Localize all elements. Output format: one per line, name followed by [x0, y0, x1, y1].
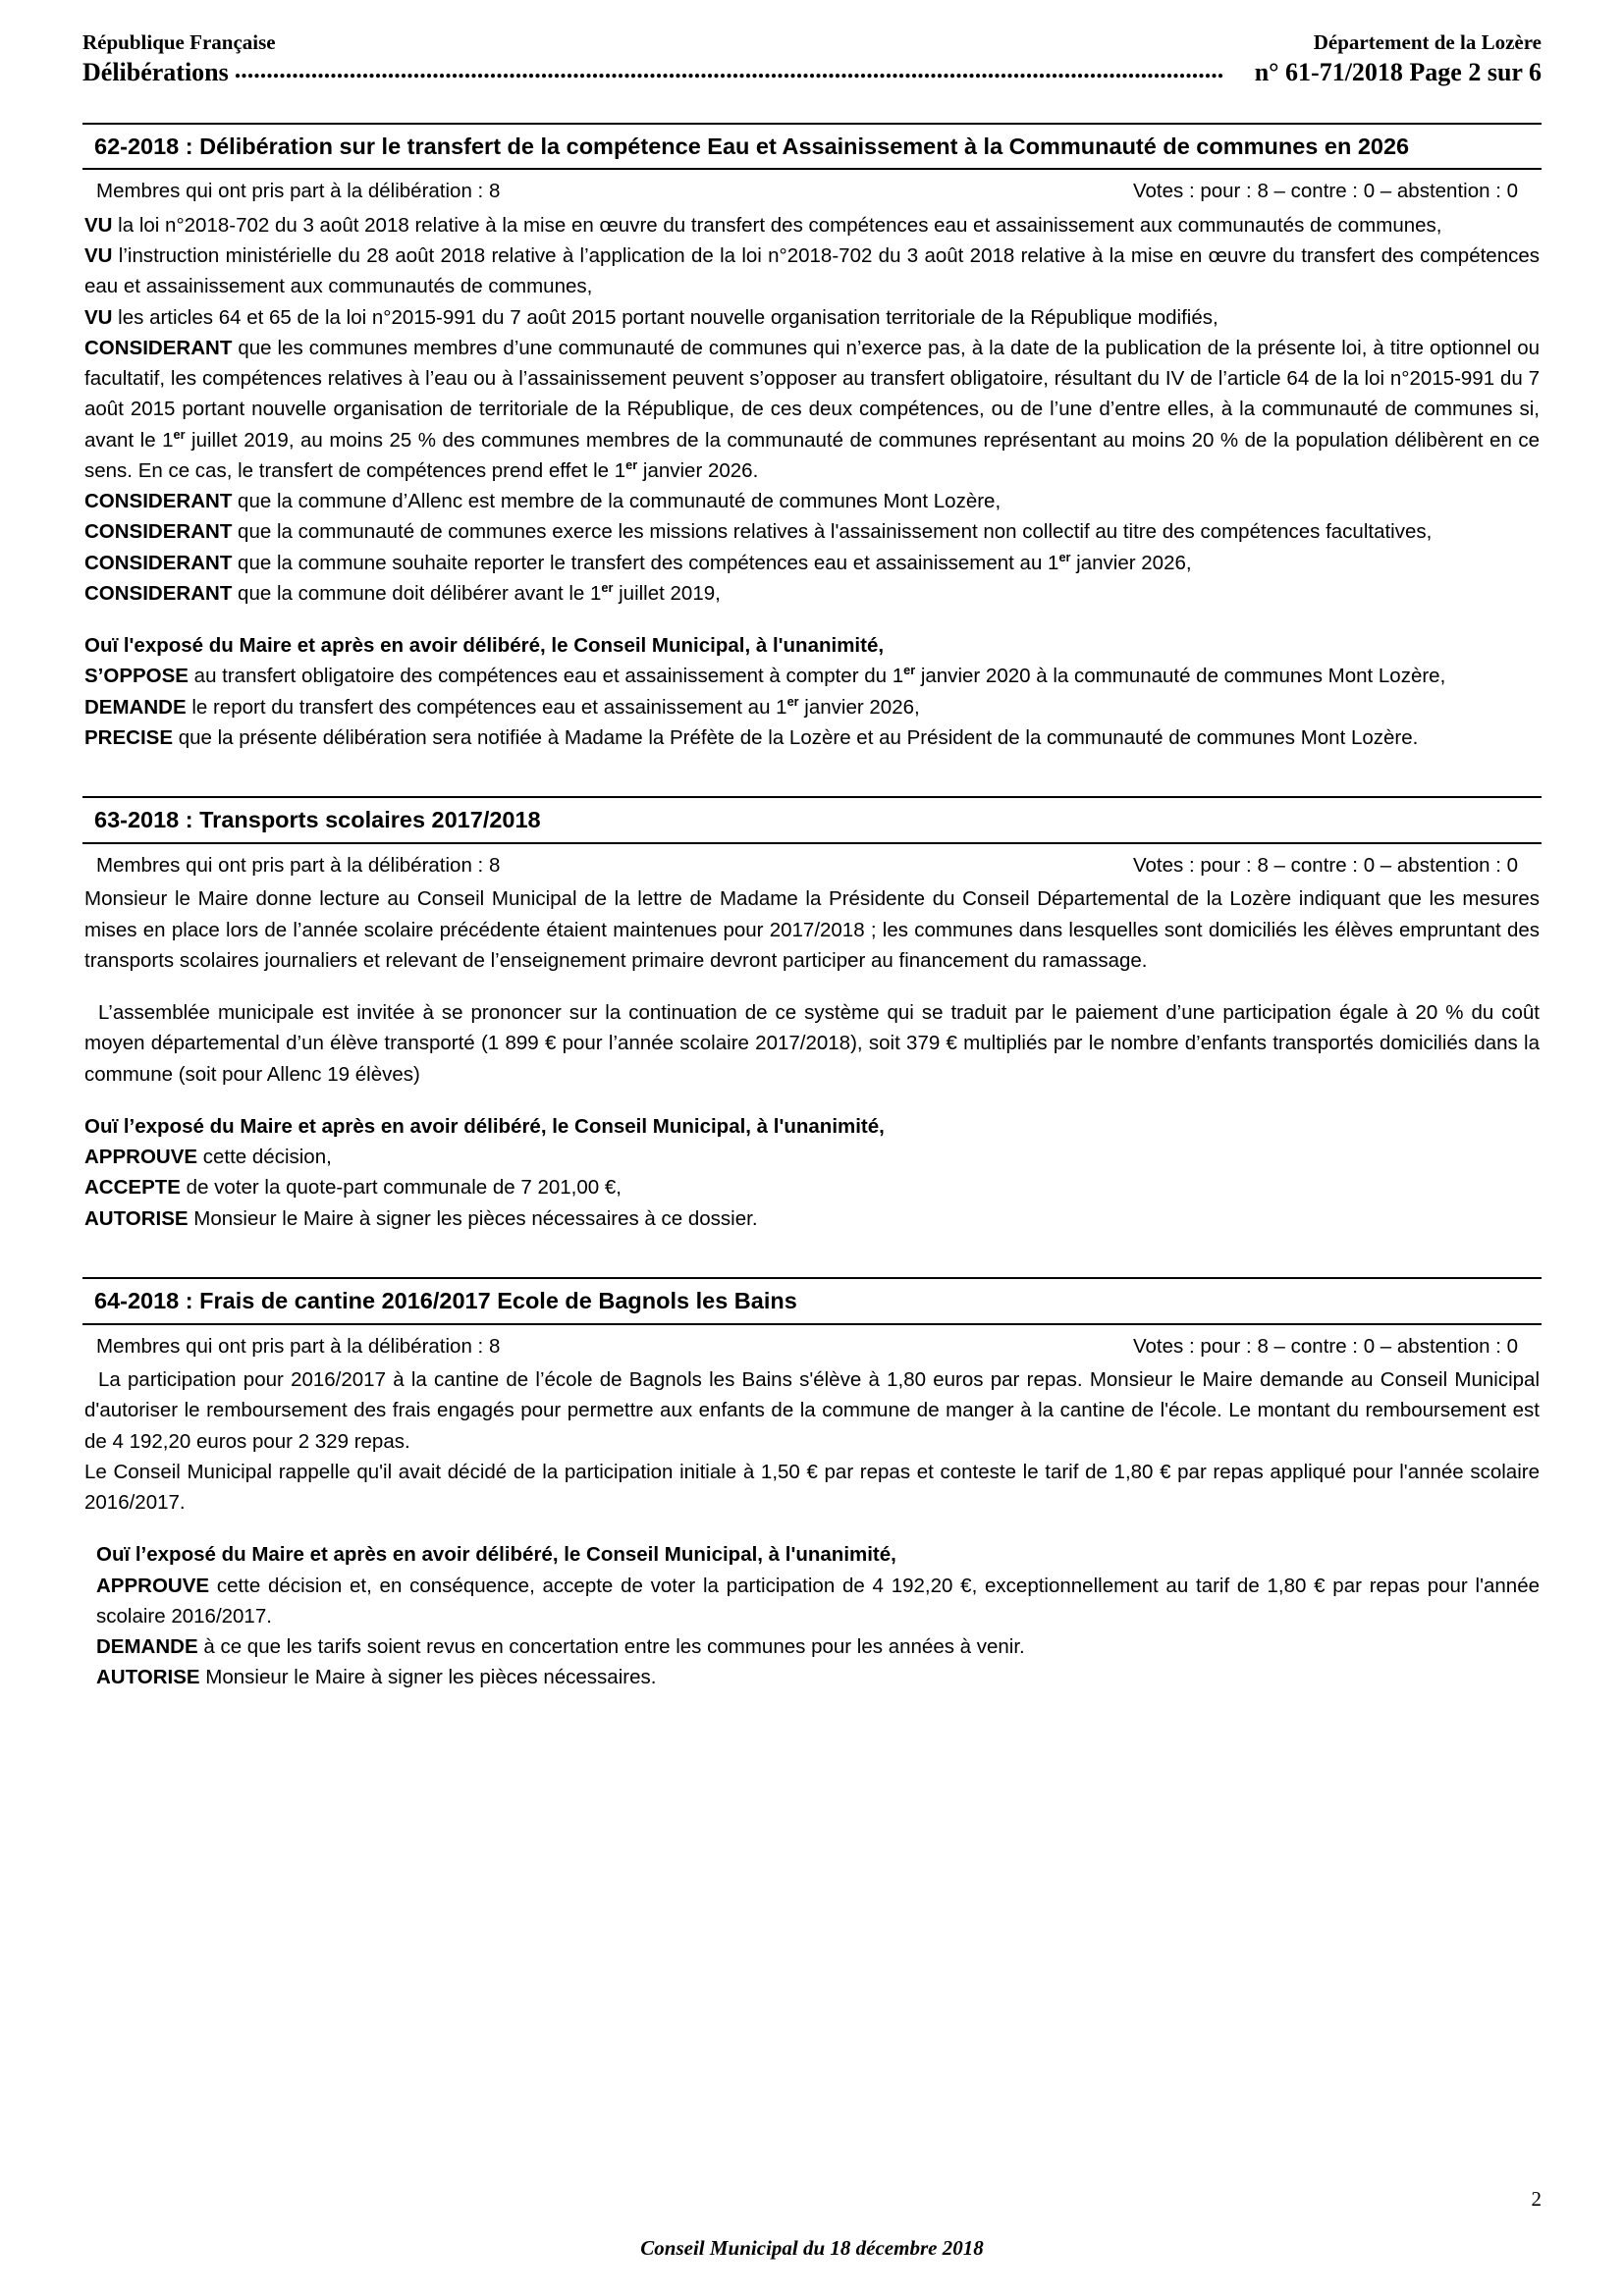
republic-label: République Française	[82, 30, 276, 54]
paragraph-lead: CONSIDERANT	[84, 581, 233, 605]
paragraph-text: La participation pour 2016/2017 à la cantine de l’école de Bagnols les Bains s'élève à 1,80 euros par repas. Monsieur le Maire demande au Conseil Municipal d'autoriser le remboursement des frais engagés pour permettre aux enfants de la commune de manger à la cantine de l'école. Le montant du remboursement est de 4 192,20 euros pour 2 329 repas.	[84, 1368, 1540, 1453]
paragraph-text: que la commune d’Allenc est membre de la communauté de communes Mont Lozère,	[232, 490, 1001, 513]
section-title: 64-2018 : Frais de cantine 2016/2017 Ecole de Bagnols les Bains	[82, 1277, 1542, 1325]
resolution	[82, 1662, 1542, 1692]
section-title: 62-2018 : Délibération sur le transfert de la compétence Eau et Assainissement à la Communauté de communes en 2026	[82, 123, 1542, 171]
resolution-lead: AUTORISE	[96, 1666, 200, 1689]
header-bottom-row	[82, 57, 1542, 89]
resolution-intro	[82, 1539, 1542, 1570]
members-count-label: Membres qui ont pris part à la délibération : 8	[96, 853, 501, 877]
resolution	[82, 1142, 1542, 1172]
paragraph-text: les articles 64 et 65 de la loi n°2015-991 du 7 août 2015 portant nouvelle organisation territoriale de la République modifiés,	[112, 305, 1218, 329]
paragraph	[82, 302, 1542, 333]
paragraph-text: que les communes membres d’une communauté de communes qui n’exerce pas, à la date de la publication de la présente loi, à titre optionnel ou facultatif, les compétences relatives à l’eau ou à l’assainissement peuvent s’opposer au transfert obligatoire, résultant du IV de l’article 64 de la loi n°2015-991 du 7 août 2015 portant nouvelle organisation de territoriale de la République, de ces deux compétences, ou de l’une d’entre elles, à la communauté de communes si, avant le 1er juillet 2019, au moins 25 % des communes membres de la communauté de communes représentant au moins 20 % de la population délibèrent en ce sens. En ce cas, le transfert de compétences prend effet le 1er janvier 2026.	[84, 336, 1540, 482]
resolution-lead: AUTORISE	[84, 1206, 189, 1230]
deliberation-section-64-2018	[82, 1277, 1542, 1693]
paragraph	[82, 883, 1542, 976]
resolution	[82, 661, 1542, 691]
resolution-intro-text: Ouï l'exposé du Maire et après en avoir délibéré, le Conseil Municipal, à l'unanimité,	[84, 634, 885, 658]
spacer	[82, 1518, 1542, 1539]
resolution-intro	[82, 630, 1542, 661]
resolution	[82, 692, 1542, 722]
paragraph-text: L’assemblée municipale est invitée à se prononcer sur la continuation de ce système qui se traduit par le paiement d’une participation égale à 20 % du coût moyen départemental d’un élève transporté (1 899 € pour l’année scolaire 2017/2018), soit 379 € multipliés par le nombre d’enfants transportés domiciliés dans la commune (soit pour Allenc 19 élèves)	[84, 1001, 1540, 1086]
resolution	[82, 1172, 1542, 1202]
spacer	[82, 976, 1542, 997]
resolution-intro	[82, 1111, 1542, 1142]
spacer	[82, 1234, 1542, 1277]
paragraph-lead: CONSIDERANT	[84, 490, 233, 513]
document-footer-caption: Conseil Municipal du 18 décembre 2018	[640, 2236, 984, 2260]
paragraph-text: que la communauté de communes exerce les missions relatives à l'assainissement non collectif au titre des compétences facultatives,	[232, 520, 1433, 544]
paragraph	[82, 333, 1542, 486]
resolution-text: que la présente délibération sera notifiée à Madame la Préfète de la Lozère et au Président de la communauté de communes Mont Lozère.	[173, 725, 1419, 749]
paragraph	[82, 548, 1542, 578]
spacer	[82, 753, 1542, 796]
paragraph-text: Le Conseil Municipal rappelle qu'il avait décidé de la participation initiale à 1,50 € par repas et conteste le tarif de 1,80 € par repas appliqué pour l'année scolaire 2016/2017.	[84, 1460, 1540, 1515]
paragraph	[82, 1457, 1542, 1519]
section-title: 63-2018 : Transports scolaires 2017/2018	[82, 796, 1542, 844]
deliberation-section-63-2018	[82, 796, 1542, 1234]
paragraph-text: la loi n°2018-702 du 3 août 2018 relative à la mise en œuvre du transfert des compétences eau et assainissement aux communautés de communes,	[112, 213, 1442, 237]
document-header	[82, 29, 1542, 89]
resolution-lead: DEMANDE	[84, 695, 187, 719]
resolution-lead: DEMANDE	[96, 1635, 198, 1659]
paragraph-lead: VU	[84, 305, 113, 329]
votes-tally-label: Votes : pour : 8 – contre : 0 – abstention : 0	[1132, 180, 1518, 203]
document-reference: n° 61-71/2018 Page 2 sur 6	[1254, 58, 1542, 87]
resolution-lead: ACCEPTE	[84, 1176, 181, 1200]
resolution	[82, 1631, 1542, 1662]
members-count-label: Membres qui ont pris part à la délibération : 8	[96, 180, 501, 203]
resolution	[82, 1203, 1542, 1234]
paragraph-text: Monsieur le Maire donne lecture au Conseil Municipal de la lettre de Madame la Présidente du Conseil Départemental de la Lozère indiquant que les mesures mises en place lors de l’année scolaire précédente étaient maintenues pour 2017/2018 ; les communes dans lesquelles sont domiciliés les élèves empruntant des transports scolaires journaliers et relevant de l’enseignement primaire devront participer au financement du ramassage.	[84, 887, 1540, 972]
paragraph	[82, 240, 1542, 302]
deliberation-section-62-2018	[82, 123, 1542, 753]
votes-tally-label: Votes : pour : 8 – contre : 0 – abstention : 0	[1132, 1334, 1518, 1358]
resolution-intro-text: Ouï l’exposé du Maire et après en avoir délibéré, le Conseil Municipal, à l'unanimité,	[96, 1543, 896, 1567]
resolution-text: Monsieur le Maire à signer les pièces nécessaires à ce dossier.	[188, 1206, 758, 1230]
members-count-label: Membres qui ont pris part à la délibération : 8	[96, 1334, 501, 1358]
paragraph	[82, 210, 1542, 240]
paragraph-lead: CONSIDERANT	[84, 551, 233, 574]
header-dot-leader: ...........................................................................................................................................................	[234, 57, 1224, 83]
paragraph-lead: VU	[84, 244, 113, 268]
department-label: Département de la Lozère	[1313, 30, 1542, 54]
resolution-text: cette décision,	[197, 1146, 332, 1169]
page-number: 2	[1531, 2187, 1542, 2211]
resolution-text: à ce que les tarifs soient revus en concertation entre les communes pour les années à venir.	[197, 1635, 1025, 1659]
paragraph	[82, 1364, 1542, 1457]
header-top-row	[82, 29, 1542, 55]
resolution-lead: PRECISE	[84, 725, 173, 749]
paragraph	[82, 486, 1542, 516]
paragraph-lead: CONSIDERANT	[84, 336, 233, 359]
resolution-lead: S’OPPOSE	[84, 665, 189, 688]
section-vote-summary	[82, 844, 1542, 884]
resolution-text: Monsieur le Maire à signer les pièces nécessaires.	[199, 1666, 657, 1689]
resolution-lead: APPROUVE	[96, 1574, 210, 1597]
resolution	[82, 722, 1542, 753]
section-vote-summary	[82, 170, 1542, 210]
resolution-text: au transfert obligatoire des compétences eau et assainissement à compter du 1er janvier 2020 à la communauté de communes Mont Lozère,	[188, 663, 1446, 688]
resolution-lead: APPROUVE	[84, 1146, 198, 1169]
paragraph-text: que la commune souhaite reporter le transfert des compétences eau et assainissement au 1er janvier 2026,	[232, 549, 1192, 574]
paragraph	[82, 578, 1542, 609]
spacer	[82, 609, 1542, 630]
paragraph	[82, 997, 1542, 1090]
resolution-text: cette décision et, en conséquence, accepte de voter la participation de 4 192,20 €, exceptionnellement au tarif de 1,80 € par repas pour l'année scolaire 2016/2017.	[96, 1574, 1540, 1628]
resolution-intro-text: Ouï l’exposé du Maire et après en avoir délibéré, le Conseil Municipal, à l'unanimité,	[84, 1114, 885, 1138]
spacer	[82, 89, 1542, 123]
paragraph	[82, 516, 1542, 547]
resolution	[82, 1571, 1542, 1632]
resolution-text: le report du transfert des compétences eau et assainissement au 1er janvier 2026,	[186, 693, 920, 719]
resolution-text: de voter la quote-part communale de 7 201,00 €,	[180, 1176, 622, 1200]
document-type-label: Délibérations	[82, 58, 229, 87]
paragraph-lead: VU	[84, 213, 113, 237]
paragraph-text: l’instruction ministérielle du 28 août 2018 relative à l’application de la loi n°2018-702 du 3 août 2018 relative à la mise en œuvre du transfert des compétences eau et assainissement aux communautés de communes,	[84, 244, 1540, 298]
spacer	[82, 1090, 1542, 1111]
paragraph-text: que la commune doit délibérer avant le 1er juillet 2019,	[232, 580, 721, 605]
paragraph-lead: CONSIDERANT	[84, 520, 233, 544]
votes-tally-label: Votes : pour : 8 – contre : 0 – abstention : 0	[1132, 853, 1518, 877]
section-vote-summary	[82, 1325, 1542, 1365]
